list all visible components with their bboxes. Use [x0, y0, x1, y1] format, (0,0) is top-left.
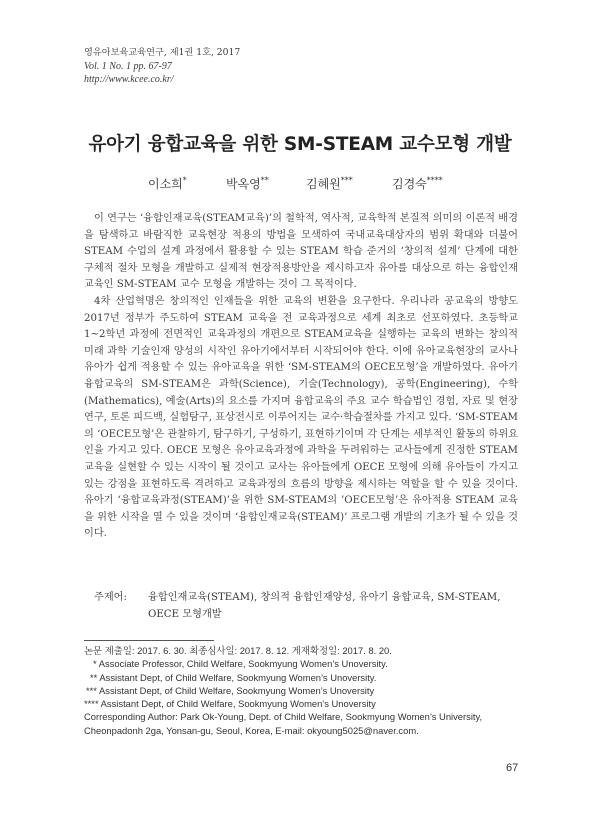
page-number: 67 [506, 762, 519, 774]
corresponding-address: Cheonpadonh 2ga, Yonsan-gu, Seoul, Korea, E-mail: okyoung5025@naver.com. [84, 724, 419, 736]
author-mark: *** [340, 176, 353, 185]
footnote-divider [84, 640, 214, 641]
journal-header [84, 46, 240, 87]
author-mark: ** [260, 176, 269, 185]
author-4 [392, 175, 443, 192]
author-3 [306, 175, 353, 192]
corresponding-author: Corresponding Author: Park Ok-Young, Dept. of Child Welfare, Sookmyung Women’s University, [84, 711, 483, 723]
keywords-line-2: OECE 모형개발 [148, 609, 222, 620]
author-name: 이소희 [148, 177, 183, 191]
author-name: 박옥영 [226, 177, 261, 191]
paper-title: 유아기 융합교육을 위한 SM-STEAM 교수모형 개발 [88, 134, 512, 155]
submission-dates: 논문 제출일: 2017. 6. 30. 최종심사일: 2017. 8. 12. 게재확정일: 2017. 8. 20. [84, 645, 392, 656]
author-name: 김경숙 [392, 177, 427, 191]
journal-url: http://www.kcee.co.kr/ [84, 74, 174, 86]
affiliation-2: ** Assistant Dept, of Child Welfare, Sookmyung Women’s Unoversity. [90, 671, 377, 683]
affiliation-3: *** Assistant Dept, of Child Welfare, Sookmyung Women’s Unoversity [86, 684, 375, 696]
footnotes [84, 644, 524, 737]
keywords-line-1: 융합인재교육(STEAM), 창의적 융합인재양성, 유아기 융합교육, SM-STEAM, [148, 592, 501, 603]
keywords-label: 주제어: [94, 592, 127, 603]
author-mark: * [182, 176, 187, 185]
volume-info: Vol. 1 No. 1 pp. 67-97 [84, 60, 172, 72]
abstract-paragraph-1: 이 연구는 ‘융합인재교육(STEAM교육)’의 철학적, 역사적, 교육학적 본질적 의미의 이론적 배경을 탐색하고 바람직한 교육현장 적용의 방법을 모색하여 국내교육대상자의 범위 확대와 더불어 STEAM 수업의 설계 과정에서 활용할 수 있는 STEAM 학습 준거의 ‘창의적 설계’ 단계에 대한 구체적 절차 모형을 개발하고 실제적 현장적용방안을 제시하고자 유아를 대상으로 하는 융합인재교육인 SM-STEAM 교수 모형을 개발하는 것이 그 목적이다. [84, 213, 518, 291]
abstract [84, 211, 518, 543]
affiliation-1: * Associate Professor, Child Welfare, Sookmyung Women’s Unoversity. [93, 658, 388, 670]
author-name: 김혜원 [306, 177, 341, 191]
journal-citation: 영유아보육교육연구, 제1권 1호, 2017 [84, 47, 241, 58]
author-1 [148, 175, 187, 192]
author-2 [226, 175, 269, 192]
affiliation-4: **** Assistant Dept, of Child Welfare, Sookmyung Women’s Unoversity [84, 698, 376, 710]
author-mark: **** [426, 176, 443, 185]
abstract-paragraph-2: 4차 산업혁명은 창의적인 인재들을 위한 교육의 변환을 요구한다. 우리나라 공교육의 방향도 2017년 정부가 주도하여 STEAM 교육을 전 교육과정으로 세계 최초로 선포하였다. 초등학교 1~2학년 과정에 전면적인 교육과정의 개편으로 STEAM교육을 실행하는 교육의 변화는 창의적 미래 과학 기술인재 양성의 시작인 유아기에서부터 시작되어야 한다. 이에 유아교육현장의 교사나 유아가 쉽게 적용할 수 있는 유아교육을 위한 ‘SM-STEAM의 OECE모형’을 개발하였다. 유아기 융합교육의 SM-STEAM은 과학(Science), 기술(Technology), 공학(Engineering), 수학(Mathematics), 예술(Arts)의 요소를 가지며 융합교육의 주요 교수 학습법인 경험, 자료 및 현장연구, 토론 피드백, 실험탐구, 표상전시로 이루어지는 교수·학습절차를 가지고 있다. ‘SM-STEAM의 ‘OECE모형’은 관찰하기, 탐구하기, 구성하기, 표현하기이며 각 단계는 세부적인 활동의 하위요인을 가지고 있다. OECE 모형은 유아교육과정에 과학을 두려워하는 교사들에게 진정한 STEAM 교육을 실현할 수 있는 시작이 될 것이고 교사는 유아들에게 OECE 모형에 의해 유아들이 가지고 있는 강점을 표현하도록 격려하고 교육과정의 흐름의 방향을 제시하는 역할을 할 수 있을 것이다. 유아기 ‘융합교육과정(STEAM)’을 위한 SM-STEAM의 ’OECE모형’은 유아적용 STEAM 교육을 위한 시작을 열 수 있을 것이며 ‘융합인재교육(STEAM)’ 프로그램 개발의 기초가 될 수 있을 것이다. [84, 295, 518, 540]
